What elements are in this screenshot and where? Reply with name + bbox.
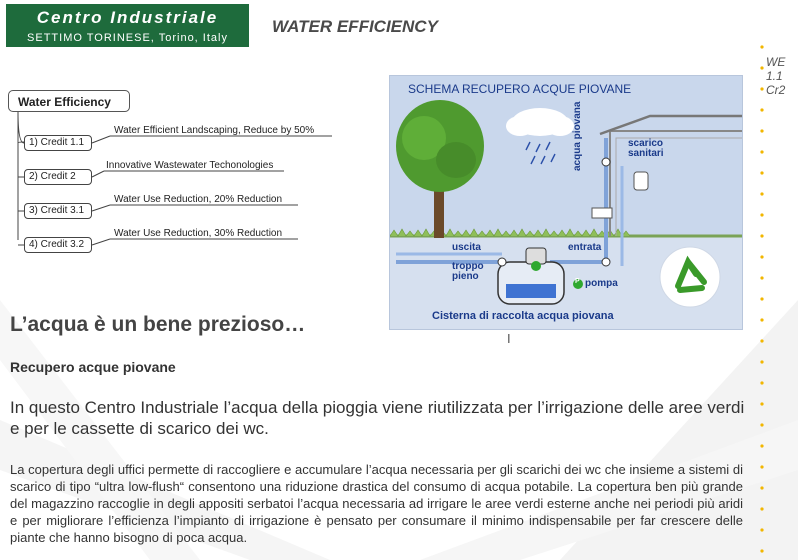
divider-dot: [760, 507, 763, 510]
diagram-illustration: [390, 76, 742, 329]
divider-dot: [760, 192, 763, 195]
diagram-title: SCHEMA RECUPERO ACQUE PIOVANE: [408, 82, 632, 96]
divider-dot: [760, 339, 763, 342]
divider-dot: [760, 87, 763, 90]
diagram-label: scarico: [628, 138, 664, 149]
divider-dot: [760, 129, 763, 132]
divider-dot: [760, 381, 763, 384]
rainwater-diagram: [389, 75, 743, 330]
diagram-label: uscita: [452, 242, 481, 253]
credit-description: Water Use Reduction, 20% Reduction: [114, 194, 283, 205]
divider-dot: [760, 150, 763, 153]
text-cursor-icon: I: [507, 331, 511, 346]
divider-dot: [760, 444, 763, 447]
divider-dot: [760, 318, 763, 321]
credit-description: Water Use Reduction, 30% Reduction: [114, 228, 283, 239]
lead-paragraph: In questo Centro Industriale l’acqua della pioggia viene riutilizzata per l’irrigazione delle aree verdi e per le cassette di scarico dei wc.: [10, 398, 745, 438]
mindmap-root: Water Efficiency: [8, 90, 130, 112]
divider-dot: [760, 213, 763, 216]
divider-dot: [760, 171, 763, 174]
dotted-divider: [759, 44, 765, 560]
divider-dot: [760, 255, 763, 258]
divider-dot: [760, 402, 763, 405]
diagram-label: entrata: [568, 242, 602, 253]
section-subheading: Recupero acque piovane: [10, 359, 176, 375]
section-code-line: Cr2: [766, 83, 786, 97]
divider-dot: [760, 297, 763, 300]
credit-node: 1) Credit 1.1: [24, 135, 92, 151]
divider-dot: [760, 276, 763, 279]
divider-dot: [760, 66, 763, 69]
diagram-label: pompa: [585, 278, 618, 289]
diagram-label: sanitari: [628, 148, 664, 159]
divider-dot: [760, 360, 763, 363]
credit-node: 2) Credit 2: [24, 169, 92, 185]
credit-description: Innovative Wastewater Techonologies: [106, 160, 274, 171]
divider-dot: [760, 528, 763, 531]
divider-dot: [760, 234, 763, 237]
section-heading: L’acqua è un bene prezioso…: [10, 313, 306, 336]
divider-dot: [760, 549, 763, 552]
section-code-line: 1.1: [766, 69, 783, 83]
credit-node: 3) Credit 3.1: [24, 203, 92, 219]
credit-description: Water Efficient Landscaping, Reduce by 50%: [114, 125, 315, 136]
pump-badge: P: [575, 278, 580, 285]
body-paragraph: La copertura degli uffici permette di raccogliere e accumulare l’acqua necessaria per gli scarichi dei wc che insieme a sistemi di scarico di tipo “ultra low-flush“ consentono una riduzione drastica del consumo di acqua potabile. La copertura ben più grande del magazzino raccoglie in degli appositi serbatoi l’acqua necessaria ad irrigare le aree verdi esterne anche nei periodi più aridi e per migliorare l’efficienza l’impianto di irrigazione è pensato per consumare il minimo indispensabile per far crescere delle piante che hanno bisogno di poca acqua.: [10, 462, 743, 545]
diagram-label: acqua piovana: [572, 101, 583, 171]
credit-node: 4) Credit 3.2: [24, 237, 92, 253]
logo-title: Centro Industriale: [36, 8, 219, 27]
divider-dot: [760, 465, 763, 468]
page-title: WATER EFFICIENCY: [272, 17, 438, 36]
diagram-label: pieno: [452, 271, 479, 282]
divider-dot: [760, 45, 763, 48]
logo-subtitle: SETTIMO TORINESE, Torino, Italy: [27, 32, 228, 44]
divider-dot: [760, 423, 763, 426]
section-code-line: WE: [766, 55, 786, 69]
section-code: [766, 55, 785, 97]
diagram-label: troppo: [452, 261, 484, 272]
divider-dot: [760, 108, 763, 111]
diagram-caption: Cisterna di raccolta acqua piovana: [432, 310, 614, 322]
divider-dot: [760, 486, 763, 489]
